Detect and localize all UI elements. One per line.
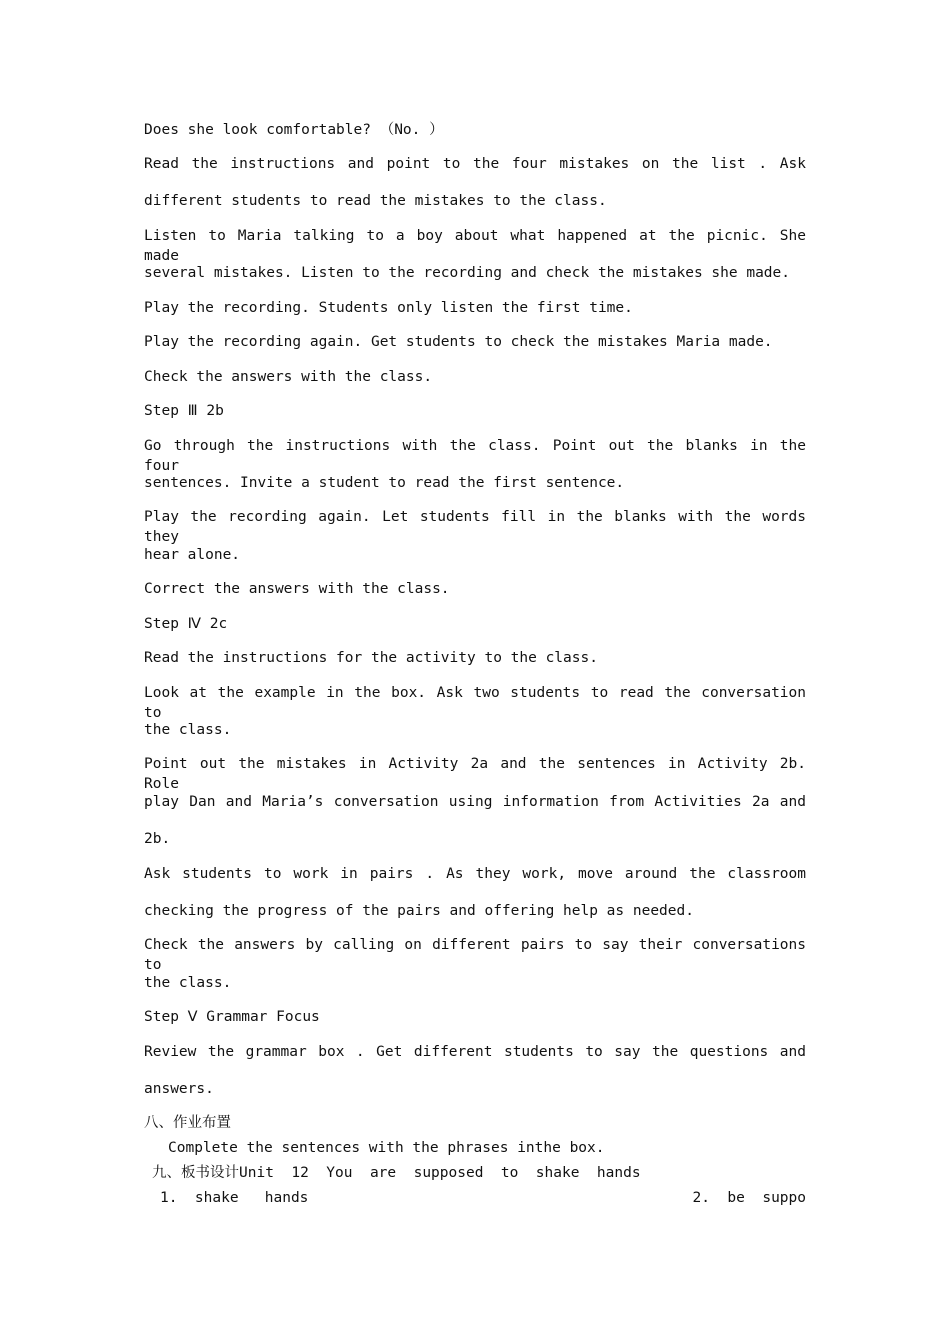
board-design-line [152, 1163, 806, 1183]
text-line: different students to read the mistakes to the class. [144, 193, 607, 209]
text-line: Point out the mistakes in Activity 2a and the sentences in Activity 2b. Role [144, 756, 806, 792]
text-line: Look at the example in the box. Ask two students to read the conversation to [144, 685, 806, 721]
text-line: 2b. [144, 831, 171, 847]
text-line: Check the answers by calling on different pairs to say their conversations to [144, 937, 806, 973]
text-line: the class. [144, 975, 232, 991]
step-heading: Step Ⅲ 2b [144, 403, 224, 419]
text-line: Play the recording again. Let students fill in the blanks with the words they [144, 509, 806, 545]
text-line: checking the progress of the pairs and offering help as needed. [144, 903, 694, 919]
text-line: several mistakes. Listen to the recording and check the mistakes she made. [144, 265, 791, 281]
step-heading: Step Ⅴ Grammar Focus [144, 1009, 320, 1025]
text-line: play Dan and Maria’s conversation using information from Activities 2a and [144, 794, 806, 810]
text-line: hear alone. [144, 547, 241, 563]
text-line: Read the instructions and point to the four mistakes on the list . Ask [144, 156, 806, 172]
step-heading: Step Ⅳ 2c [144, 616, 228, 632]
homework-text: Complete the sentences with the phrases inthe box. [168, 1140, 605, 1156]
text-line: answers. [144, 1081, 214, 1097]
board-heading: 九、板书设计 [152, 1165, 239, 1181]
text-line: Ask students to work in pairs . As they work, move around the classroom [144, 866, 806, 882]
text-line: Go through the instructions with the class. Point out the blanks in the four [144, 438, 806, 474]
text-line: Does she look comfortable? （No. ） [144, 122, 444, 138]
text-line: the class. [144, 722, 232, 738]
text-line: Play the recording again. Get students to check the mistakes Maria made. [144, 334, 773, 350]
text-line: Listen to Maria talking to a boy about what happened at the picnic. She made [144, 228, 806, 264]
text-line: Review the grammar box . Get different students to say the questions and [144, 1044, 806, 1060]
homework-heading: 八、作业布置 [144, 1115, 231, 1131]
text-line: Correct the answers with the class. [144, 581, 450, 597]
board-title: Unit 12 You are supposed to shake hands [239, 1165, 641, 1181]
board-item-2: 2. be suppo [692, 1190, 806, 1206]
board-item-1: 1. shake hands [160, 1190, 309, 1206]
text-line: sentences. Invite a student to read the first sentence. [144, 475, 625, 491]
board-items [160, 1188, 806, 1208]
text-line: Read the instructions for the activity to the class. [144, 650, 598, 666]
text-line: Play the recording. Students only listen the first time. [144, 300, 633, 316]
text-line: Check the answers with the class. [144, 369, 433, 385]
